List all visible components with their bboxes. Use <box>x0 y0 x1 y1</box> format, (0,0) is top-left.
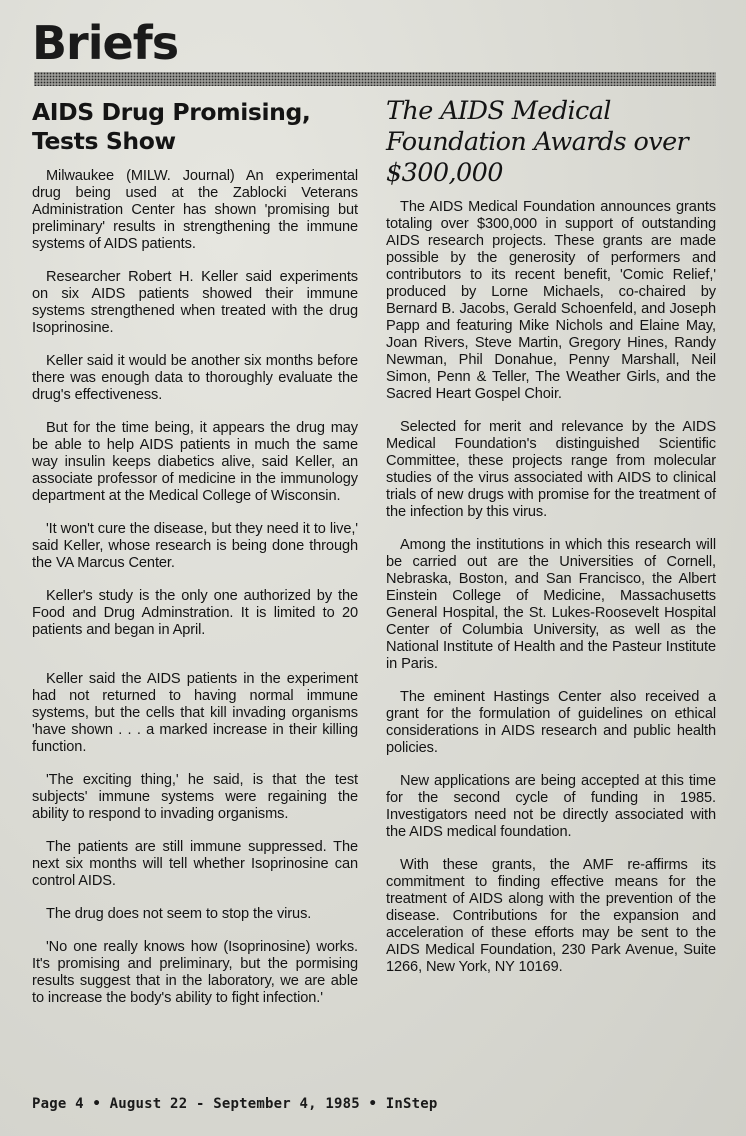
right-paragraph-4: The eminent Hastings Center also received a grant for the formulation of guidelines on ethical considerations in AIDS research and public health policies. <box>386 689 716 756</box>
left-paragraph-7: Keller said the AIDS patients in the experiment had not returned to having normal immune systems, but the cells that kill invading organisms 'have shown . . . a marked increase in their killing function. <box>32 671 358 755</box>
left-paragraph-11: 'No one really knows how (Isoprinosine) works. It's promising and preliminary, but the pormising results suggest that in the laboratory, we are able to increase the body's ability to fight infection.' <box>32 939 358 1006</box>
left-article <box>32 96 358 1023</box>
left-paragraph-1: Milwaukee (MILW. Journal) An experimental drug being used at the Zablocki Veterans Administration Center has shown 'promising but preliminary' results in strengthening the immune systems of AIDS patients. <box>32 168 358 252</box>
right-paragraph-6: With these grants, the AMF re-affirms its commitment to finding effective means for the treatment of AIDS along with the prevention of the disease. Contributions for the expansion and acceleration of these efforts may be sent to the AIDS Medical Foundation, 230 Park Avenue, Suite 1266, New York, NY 10169. <box>386 857 716 975</box>
left-article-headline: AIDS Drug Promising, Tests Show <box>32 98 311 155</box>
left-paragraph-8: 'The exciting thing,' he said, is that the test subjects' immune systems were regaining the ability to respond to invading organisms. <box>32 772 358 822</box>
right-paragraph-2: Selected for merit and relevance by the AIDS Medical Foundation's distinguished Scientific Committee, these projects range from molecular studies of the virus associated with AIDS to clinical trials of new drugs with promise for the treatment of the infection by this virus. <box>386 419 716 520</box>
section-title: Briefs <box>32 16 179 70</box>
page-footer: Page 4 • August 22 - September 4, 1985 • InStep <box>32 1096 438 1112</box>
left-paragraph-2: Researcher Robert H. Keller said experiments on six AIDS patients showed their immune systems strengthened when treated with the drug Isoprinosine. <box>32 269 358 336</box>
right-paragraph-5: New applications are being accepted at this time for the second cycle of funding in 1985. Investigators need not be directly associated with the AIDS medical foundation. <box>386 773 716 840</box>
right-article-headline: The AIDS Medical Foundation Awards over $300,000 <box>386 96 689 188</box>
right-paragraph-1: The AIDS Medical Foundation announces grants totaling over $300,000 in support of outstanding AIDS research projects. These grants are made possible by the generosity of performers and contributors to its recent benefit, 'Comic Relief,' produced by Lorne Michaels, co-chaired by Bernard B. Jacobs, Gerald Schoenfeld, and Joseph Papp and featuring Mike Nichols and Elaine May, Joan Rivers, Steve Martin, Gregory Hines, Randy Newman, Phil Donahue, Penny Marshall, Neil Simon, Penn & Teller, The Weather Girls, and the Sacred Heart Gospel Choir. <box>386 199 716 402</box>
right-article <box>386 96 716 992</box>
left-paragraph-10: The drug does not seem to stop the virus. <box>46 906 312 922</box>
section-divider <box>34 72 716 86</box>
right-paragraph-3: Among the institutions in which this research will be carried out are the Universities of Cornell, Nebraska, Boston, and San Francisco, the Albert Einstein College of Medicine, Massachusetts General Hospital, the St. Lukes-Roosevelt Hospital Center of Columbia University, as well as the National Institute of Health and the Pasteur Institute in Paris. <box>386 537 716 672</box>
left-paragraph-3: Keller said it would be another six months before there was enough data to thoroughly evaluate the drug's effectiveness. <box>32 353 358 403</box>
left-paragraph-6: Keller's study is the only one authorized by the Food and Drug Adminstration. It is limited to 20 patients and began in April. <box>32 588 358 638</box>
left-paragraph-9: The patients are still immune suppressed. The next six months will tell whether Isoprinosine can control AIDS. <box>32 839 358 889</box>
left-paragraph-4: But for the time being, it appears the drug may be able to help AIDS patients in much the same way insulin keeps diabetics alive, said Keller, an associate professor of medicine in the immunology department at the Medical College of Wisconsin. <box>32 420 358 504</box>
left-paragraph-5: 'It won't cure the disease, but they need it to live,' said Keller, whose research is being done through the VA Marcus Center. <box>32 521 358 571</box>
